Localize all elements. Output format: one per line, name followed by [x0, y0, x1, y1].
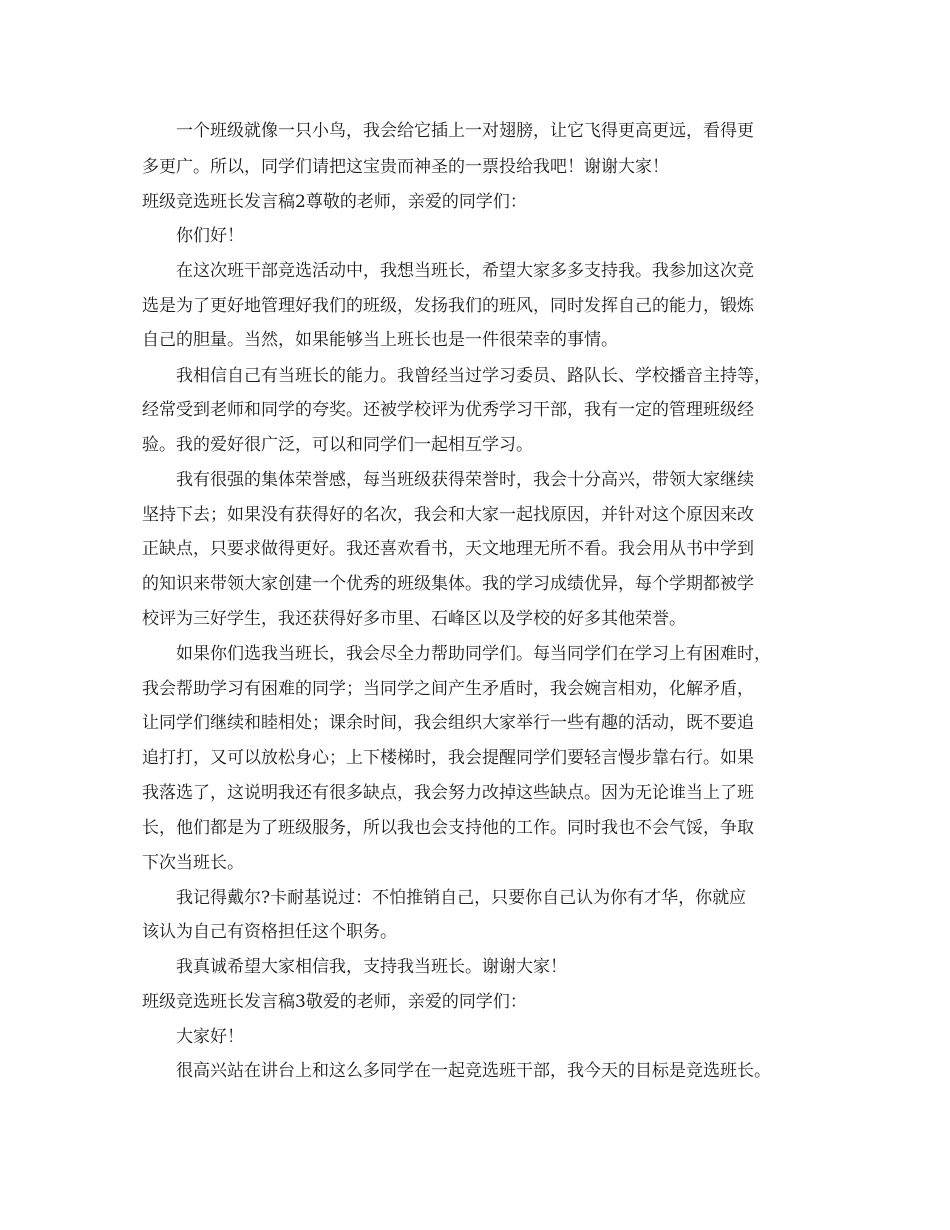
text-line: 我落选了，这说明我还有很多缺点，我会努力改掉这些缺点。因为无论谁当上了班 [142, 783, 754, 803]
section-heading: 班级竞选班长发言稿3敬爱的老师，亲爱的同学们： [142, 992, 527, 1012]
text-line: 我会帮助学习有困难的同学；当同学之间产生矛盾时，我会婉言相劝，化解矛盾， [142, 679, 754, 699]
text-line: 我有很强的集体荣誉感，每当班级获得荣誉时，我会十分高兴，带领大家继续 [176, 470, 754, 490]
text-line: 经常受到老师和同学的夸奖。还被学校评为优秀学习干部，我有一定的管理班级经 [142, 400, 754, 420]
text-line: 坚持下去；如果没有获得好的名次，我会和大家一起找原因，并针对这个原因来改 [142, 505, 754, 525]
text-line: 一个班级就像一只小鸟，我会给它插上一对翅膀，让它飞得更高更远，看得更 [176, 121, 754, 141]
text-line: 我相信自己有当班长的能力。我曾经当过学习委员、路队长、学校播音主持等， [176, 366, 771, 386]
section-heading: 班级竞选班长发言稿2尊敬的老师，亲爱的同学们： [142, 192, 527, 212]
text-line: 长，他们都是为了班级服务，所以我也会支持他的工作。同时我也不会气馁，争取 [142, 818, 754, 838]
text-line: 正缺点，只要求做得更好。我还喜欢看书，天文地理无所不看。我会用从书中学到 [142, 539, 754, 559]
text-line: 多更广。所以，同学们请把这宝贵而神圣的一票投给我吧！谢谢大家！ [142, 157, 669, 177]
text-line: 如果你们选我当班长，我会尽全力帮助同学们。每当同学们在学习上有困难时， [176, 644, 771, 664]
text-line: 追打打，又可以放松身心；上下楼梯时，我会提醒同学们要轻言慢步靠右行。如果 [142, 748, 754, 768]
text-line: 验。我的爱好很广泛，可以和同学们一起相互学习。 [142, 435, 533, 455]
text-line: 很高兴站在讲台上和这么多同学在一起竞选班干部，我今天的目标是竞选班长。 [176, 1061, 771, 1081]
text-line: 自己的胆量。当然，如果能够当上班长也是一件很荣幸的事情。 [142, 330, 618, 350]
text-line: 该认为自己有资格担任这个职务。 [142, 922, 397, 942]
text-line: 选是为了更好地管理好我们的班级，发扬我们的班风，同时发挥自己的能力，锻炼 [142, 296, 754, 316]
text-line: 校评为三好学生，我还获得好多市里、石峰区以及学校的好多其他荣誉。 [142, 609, 686, 629]
text-line: 在这次班干部竞选活动中，我想当班长，希望大家多多支持我。我参加这次竞 [176, 261, 754, 281]
text-line: 我真诚希望大家相信我，支持我当班长。谢谢大家！ [176, 957, 567, 977]
text-line: 下次当班长。 [142, 853, 244, 873]
greeting-line: 大家好！ [176, 1027, 244, 1047]
text-line: 让同学们继续和睦相处；课余时间，我会组织大家举行一些有趣的活动，既不要追 [142, 713, 754, 733]
text-line: 的知识来带领大家创建一个优秀的班级集体。我的学习成绩优异，每个学期都被学 [142, 574, 754, 594]
text-line: 我记得戴尔?卡耐基说过：不怕推销自己，只要你自己认为你有才华，你就应 [176, 888, 747, 908]
greeting-line: 你们好！ [176, 226, 244, 246]
